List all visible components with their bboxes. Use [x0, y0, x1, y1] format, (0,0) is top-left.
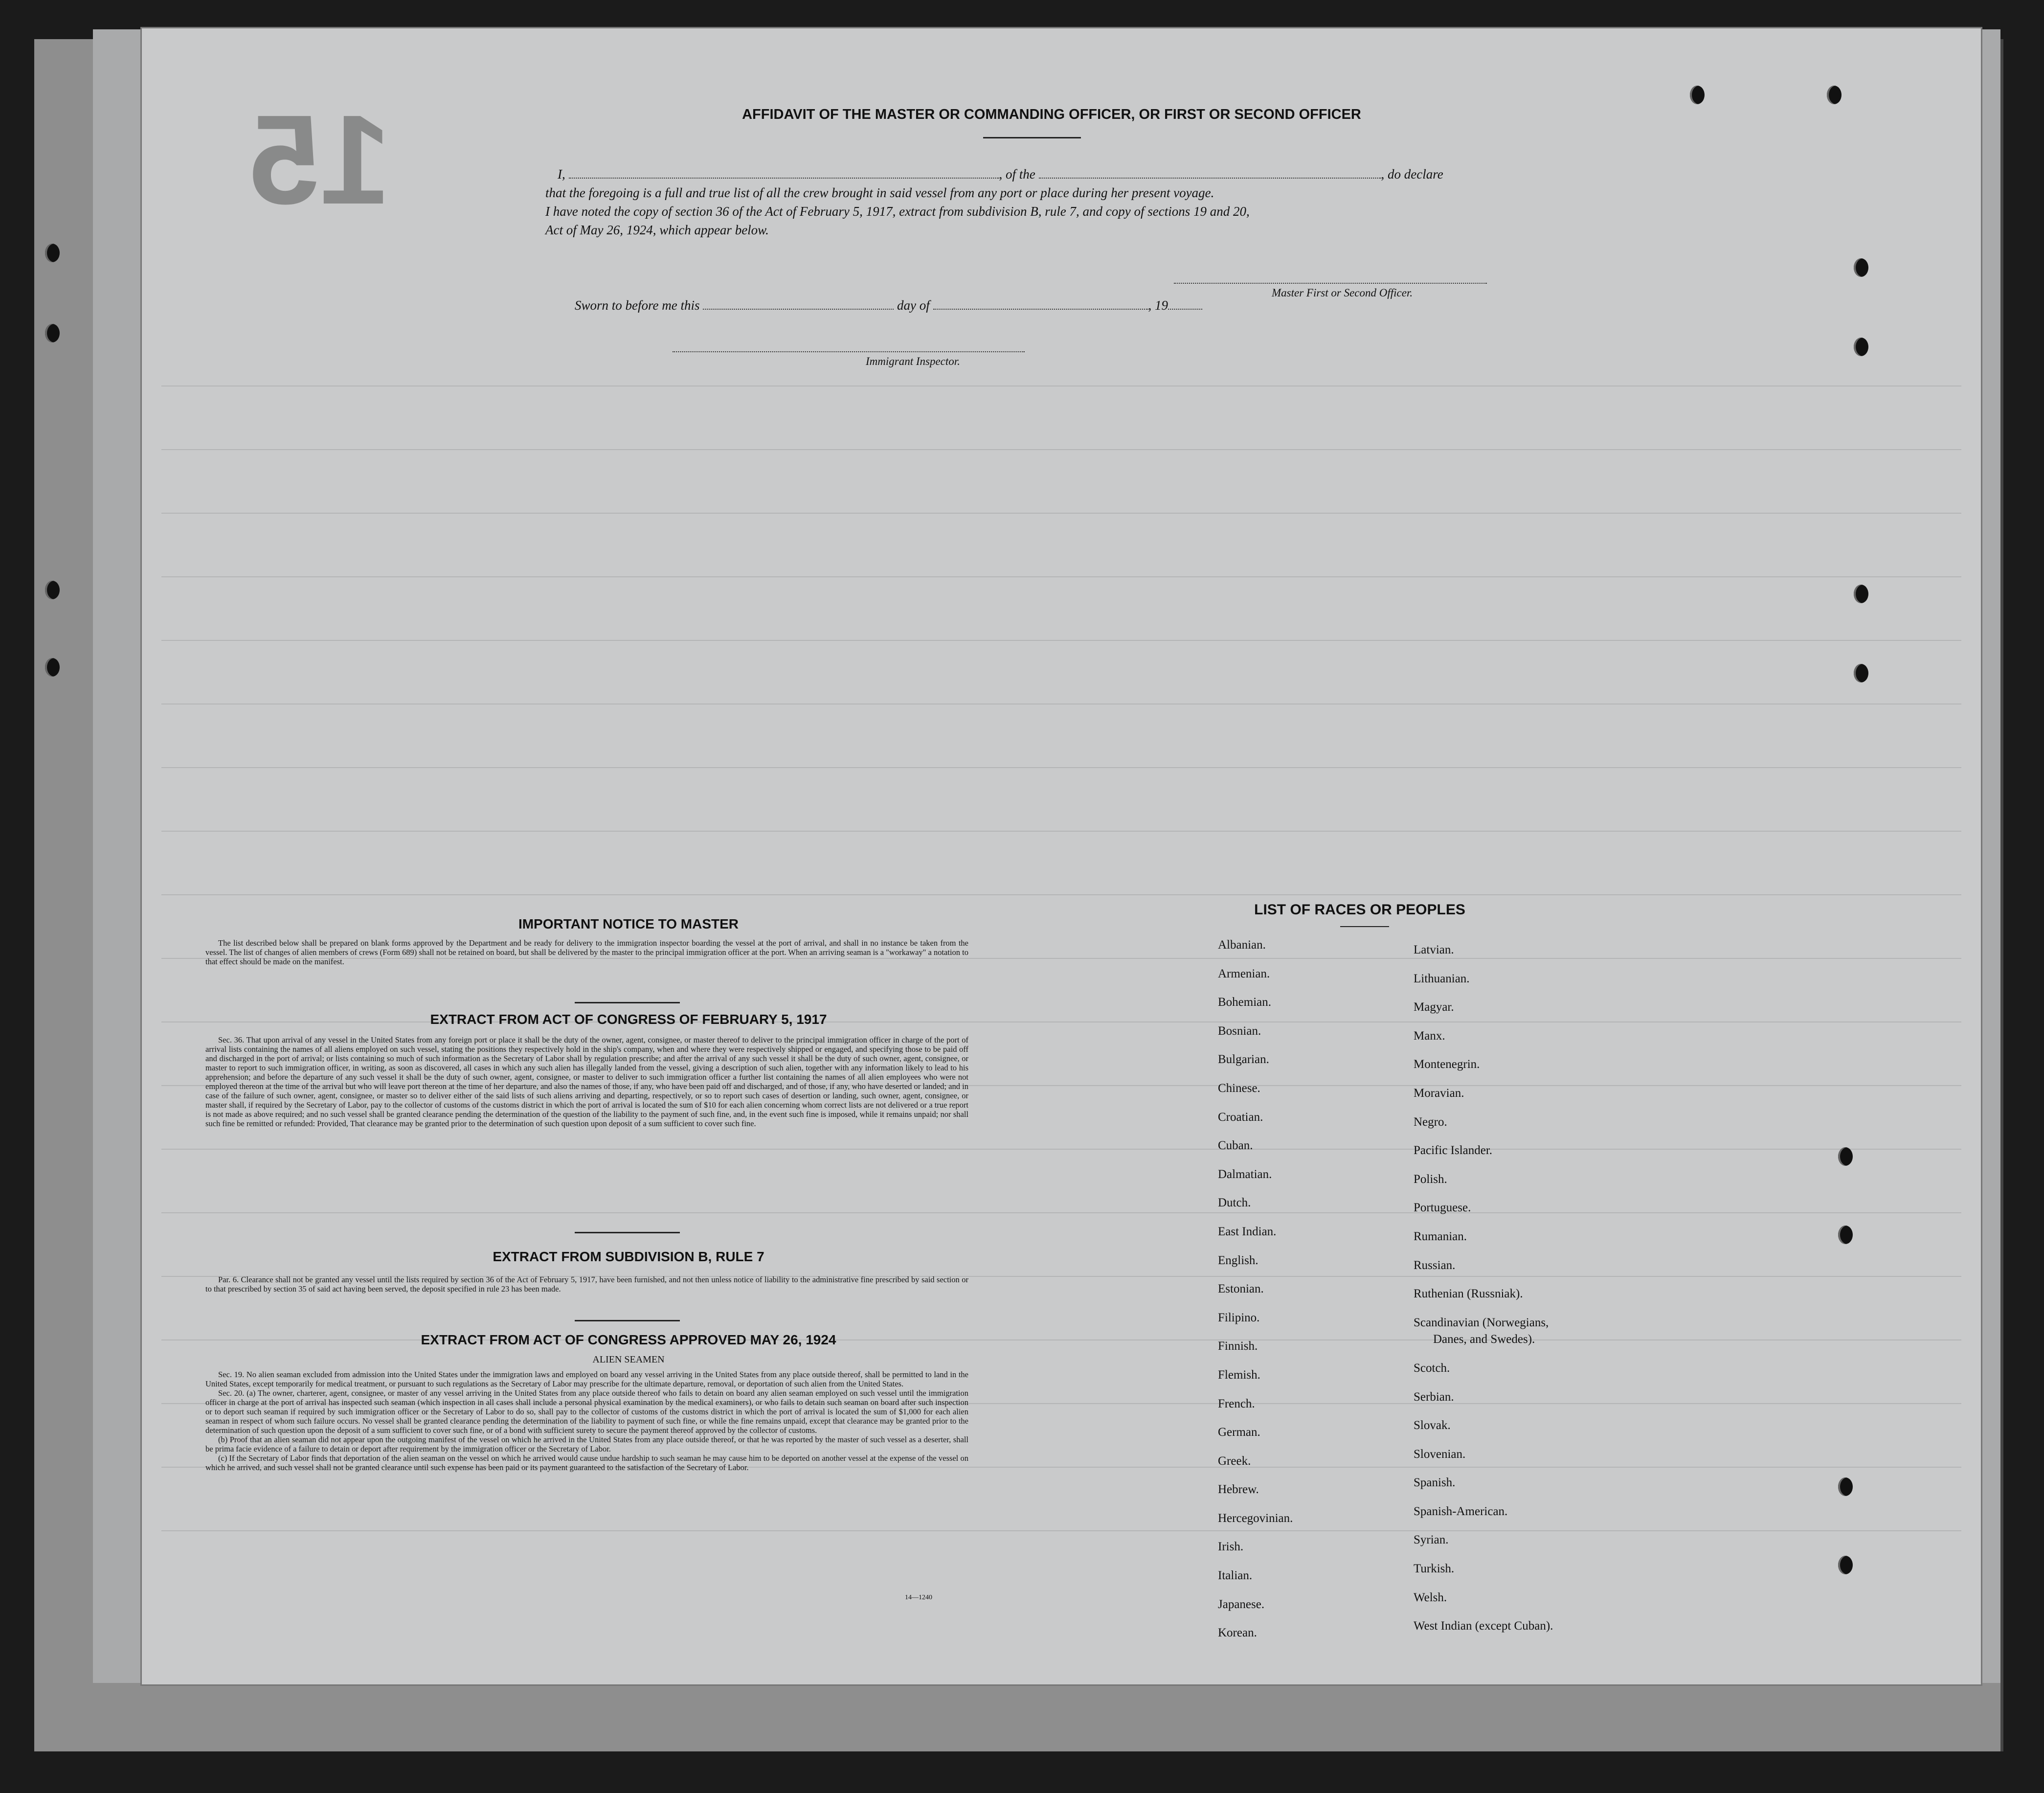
- extract-1924-title: EXTRACT FROM ACT OF CONGRESS APPROVED MAY 26, 1924: [421, 1332, 836, 1347]
- do-declare-label: , do declare: [1381, 167, 1443, 182]
- race-item: Russian.: [1414, 1258, 1456, 1272]
- extract-1924-text: [205, 1370, 968, 1472]
- race-item: Slovak.: [1414, 1419, 1451, 1432]
- bleed-rule: [161, 449, 1961, 450]
- binder-hole: [1838, 1556, 1853, 1574]
- affidavit-line-1: [558, 165, 1443, 183]
- binder-hole: [1854, 338, 1868, 356]
- race-item: Bosnian.: [1218, 1024, 1261, 1038]
- section-20c-paragraph: (c) If the Secretary of Labor finds that deportation of the alien seaman on the vessel on which he arrived would cause undue hardship to such seaman he may cause him to be deported on another vessel at the expense of the vessel on which he arrived, and such vessel shall not be granted clearance until such expense has been paid or its payment guaranteed to the satisfaction of the Secretary of Labor.: [205, 1453, 968, 1472]
- race-item: Filipino.: [1218, 1311, 1260, 1324]
- races-right-column: [1414, 936, 1553, 1641]
- race-item: Irish.: [1218, 1540, 1244, 1554]
- bleed-rule: [161, 894, 1961, 895]
- races-divider: [1340, 926, 1389, 927]
- bleed-rule: [161, 767, 1961, 768]
- race-item: Dalmatian.: [1218, 1167, 1272, 1181]
- binder-hole: [1690, 86, 1705, 104]
- master-label: Master First or Second Officer.: [1272, 287, 1413, 299]
- subdivision-text: [205, 1275, 968, 1294]
- race-item: Dutch.: [1218, 1196, 1251, 1210]
- race-item: Greek.: [1218, 1454, 1251, 1468]
- section-20a-paragraph: Sec. 20. (a) The owner, charterer, agent, consignee, or master of any vessel arriving in the United States from any place outside thereof who fails to detain on board any alien seaman employed on such vessel until the immigration officer in charge at the port of arrival has inspected such seaman (which inspection in all cases shall include a personal physical examination by the medical examiners), or who fails to detain such seaman on board after such inspection or to deport such seaman if required by such immigration officer or the Secretary of Labor to do so, shall pay to the collector of customs of the customs district in which the port of arrival is located the sum of $1,000 for each alien seaman in respect of whom such failure occurs. No vessel shall be granted clearance pending the determination of the liability to payment of such fine, or while the fine remains unpaid, except that clearance may be granted prior to the determination of such question upon the deposit of a sum sufficient to cover such fine, or of a bond with sufficient surety to secure the payment thereof approved by the collector of customs.: [205, 1388, 968, 1435]
- binder-hole: [1827, 86, 1842, 104]
- section-19-paragraph: Sec. 19. No alien seaman excluded from admission into the United States under the immigration laws and employed on board any vessel arriving in the United States from any place outside thereof, shall be permitted to land in the United States, except temporarily for medical treatment, or pursuant to such regulations as the Secretary of Labor may prescribe for the ultimate departure, removal, or deportation of such alien from the United States.: [205, 1370, 968, 1388]
- binder-hole: [1854, 258, 1868, 277]
- race-item: Croatian.: [1218, 1110, 1263, 1124]
- bleed-through-number: 15: [249, 89, 391, 231]
- race-item: Finnish.: [1218, 1339, 1258, 1353]
- binder-hole: [45, 581, 60, 599]
- binder-hole: [45, 324, 60, 342]
- extract-1917-title: EXTRACT FROM ACT OF CONGRESS OF FEBRUARY 5, 1917: [430, 1012, 827, 1027]
- manifest-back-page: [142, 28, 1981, 1684]
- race-item: Korean.: [1218, 1626, 1257, 1640]
- section-36-paragraph: Sec. 36. That upon arrival of any vessel in the United States from any foreign port or place it shall be the duty of the owner, agent, consignee, or master thereof to deliver to the principal immigration officer in charge of the port of arrival lists containing the names of all aliens employed on such vessel, stating the positions they respectively hold in the ship's company, when and where they were respectively shipped or engaged, and specifying those to be paid off and discharged in the port of arrival; or lists containing so much of such information as the Secretary of Labor shall by regulation prescribe; and after the arrival of any such vessel it shall be the duty of such owner, agent, consignee, or master to report to such immigration officer, in writing, as soon as discovered, all cases in which any such alien has illegally landed from the vessel, giving a description of such alien, together with any information likely to lead to his apprehension; and before the departure of any such vessel it shall be the duty of such owner, agent, consignee, or master to deliver to such immigration officer a further list containing the names of all alien employees who were not employed thereon at the time of the arrival but who will leave port thereon at the time of her departure, and also the names of those, if any, who have been paid off and discharged, and of those, if any, who have deserted or landed; and in case of the failure of such owner, agent, consignee, or master so to deliver either of the said lists of such aliens arriving and departing, respectively, or so to report such cases of desertion or landing, such owner, agent, consignee, or master shall, if required by the Secretary of Labor, pay to the collector of customs of the customs district in which the port of arrival is located the sum of $10 for each alien concerning whom correct lists are not delivered or a true report is not made as above required; and no such vessel shall be granted clearance pending the determination of the question of the liability to the payment of such fine, and, in the event such fine is imposed, while it remains unpaid; nor shall such fine be remitted or refunded: Provided, That clearance may be granted prior to the determination of such question upon deposit of a sum sufficient to cover such fine.: [205, 1035, 968, 1128]
- race-item: Spanish-American.: [1414, 1504, 1508, 1518]
- race-item: Bulgarian.: [1218, 1053, 1269, 1067]
- race-item: Hebrew.: [1218, 1483, 1259, 1497]
- race-item: Bohemian.: [1218, 996, 1272, 1009]
- extract-1917-text: [205, 1035, 968, 1128]
- sworn-day-blank[interactable]: [703, 297, 894, 310]
- race-item: Japanese.: [1218, 1597, 1265, 1611]
- race-item: Negro.: [1414, 1115, 1447, 1129]
- bleed-rule: [161, 1212, 1961, 1213]
- binder-hole: [1854, 664, 1868, 682]
- sworn-label: Sworn to before me this: [575, 298, 700, 313]
- race-item: East Indian.: [1218, 1225, 1277, 1238]
- race-item: Latvian.: [1414, 943, 1454, 956]
- race-item: Chinese.: [1218, 1081, 1260, 1095]
- race-item: Turkish.: [1414, 1562, 1455, 1576]
- bleed-rule: [161, 1149, 1961, 1150]
- alien-seamen-subtitle: ALIEN SEAMEN: [592, 1354, 665, 1365]
- race-item: Portuguese.: [1414, 1201, 1471, 1215]
- section-divider: [575, 1232, 680, 1233]
- binder-hole: [45, 244, 60, 262]
- day-of-label: day of: [897, 298, 930, 313]
- master-signature-line[interactable]: [1174, 283, 1487, 284]
- name-blank[interactable]: [569, 166, 999, 179]
- race-item: Flemish.: [1218, 1368, 1260, 1382]
- race-item: Hercegovinian.: [1218, 1511, 1293, 1525]
- bleed-rule: [161, 831, 1961, 832]
- race-item: Spanish.: [1414, 1476, 1456, 1490]
- race-item: Danes, and Swedes).: [1433, 1333, 1535, 1346]
- race-item: Pacific Islander.: [1414, 1144, 1493, 1158]
- binder-hole: [1838, 1477, 1853, 1496]
- races-left-column: [1218, 931, 1293, 1648]
- section-divider: [575, 1320, 680, 1321]
- race-item: Manx.: [1414, 1029, 1445, 1043]
- race-item: Syrian.: [1414, 1533, 1449, 1547]
- race-item: Cuban.: [1218, 1139, 1253, 1153]
- sworn-month-blank[interactable]: [933, 297, 1148, 310]
- binder-hole: [1838, 1226, 1853, 1244]
- inspector-signature-line[interactable]: [673, 351, 1025, 352]
- bleed-rule: [161, 1530, 1961, 1531]
- notice-text: [205, 938, 968, 966]
- notice-paragraph: The list described below shall be prepared on blank forms approved by the Department and be ready for delivery to the immigration inspector boarding the vessel at the port of arrival, and shall in no instance be taken from the vessel. The list of changes of alien members of crews (Form 689) shall not be retained on board, but shall be delivered by the master to the principal immigration officer at the port. When an arriving seaman is a "workaway" a notation to that effect should be made on the manifest.: [205, 938, 968, 966]
- subdivision-title: EXTRACT FROM SUBDIVISION B, RULE 7: [493, 1249, 764, 1264]
- binder-hole: [45, 658, 60, 677]
- race-item: Italian.: [1218, 1569, 1253, 1583]
- binder-hole: [1838, 1147, 1853, 1166]
- binder-hole: [1854, 585, 1868, 603]
- paragraph-6: Par. 6. Clearance shall not be granted any vessel until the lists required by section 36 of the Act of February 5, 1917, have been furnished, and not then unless notice of liability to the administrative fine prescribed by said section or to that prescribed by section 35 of said act having been served, the deposit specified in rule 23 has been made.: [205, 1275, 968, 1294]
- sworn-year-blank[interactable]: [1168, 297, 1202, 310]
- inspector-label: Immigrant Inspector.: [866, 355, 960, 367]
- bleed-rule: [161, 576, 1961, 577]
- race-item: Lithuanian.: [1414, 972, 1470, 985]
- affidavit-line-4: Act of May 26, 1924, which appear below.: [545, 223, 769, 237]
- vessel-blank[interactable]: [1039, 166, 1381, 179]
- race-item: Armenian.: [1218, 967, 1270, 980]
- race-item: Slovenian.: [1414, 1447, 1466, 1461]
- race-item: Polish.: [1414, 1172, 1447, 1186]
- year-prefix-label: , 19: [1148, 298, 1168, 313]
- bleed-rule: [161, 640, 1961, 641]
- affidavit-title: AFFIDAVIT OF THE MASTER OR COMMANDING OFFICER, OR FIRST OR SECOND OFFICER: [742, 107, 1361, 122]
- races-title: LIST OF RACES OR PEOPLES: [1254, 902, 1465, 918]
- race-item: Scotch.: [1414, 1361, 1450, 1375]
- of-the-label: , of the: [999, 167, 1035, 182]
- race-item: Albanian.: [1218, 938, 1266, 952]
- race-item: Serbian.: [1414, 1390, 1454, 1404]
- i-label: I,: [558, 167, 565, 182]
- bleed-rule: [161, 513, 1961, 514]
- race-item: West Indian (except Cuban).: [1414, 1619, 1553, 1633]
- notice-title: IMPORTANT NOTICE TO MASTER: [518, 916, 739, 931]
- race-item: Welsh.: [1414, 1590, 1447, 1604]
- section-20b-paragraph: (b) Proof that an alien seaman did not appear upon the outgoing manifest of the vessel on which he arrived in the United States from any place outside thereof, or that he was reported by the master of such vessel as a deserter, shall be prima facie evidence of a failure to detain or deport after requirement by the immigration officer or the Secretary of Labor.: [205, 1435, 968, 1453]
- affidavit-line-3: I have noted the copy of section 36 of the Act of February 5, 1917, extract from subdivision B, rule 7, and copy of sections 19 and 20,: [545, 204, 1250, 219]
- race-item: Estonian.: [1218, 1282, 1264, 1296]
- race-item: Rumanian.: [1414, 1229, 1467, 1243]
- title-divider: [983, 137, 1081, 138]
- race-item: Scandinavian (Norwegians,: [1414, 1316, 1549, 1329]
- race-item: German.: [1218, 1426, 1260, 1439]
- form-number: 14—1240: [905, 1594, 932, 1601]
- section-divider: [575, 1002, 680, 1003]
- race-item: Montenegrin.: [1414, 1058, 1480, 1071]
- sworn-line: [575, 296, 1202, 314]
- race-item: Moravian.: [1414, 1086, 1464, 1100]
- affidavit-line-2: that the foregoing is a full and true list of all the crew brought in said vessel from any port or place during her present voyage.: [545, 185, 1214, 200]
- race-item: Magyar.: [1414, 1000, 1454, 1014]
- race-item: French.: [1218, 1397, 1255, 1410]
- race-item: English.: [1218, 1253, 1258, 1267]
- race-item: Ruthenian (Russniak).: [1414, 1287, 1523, 1301]
